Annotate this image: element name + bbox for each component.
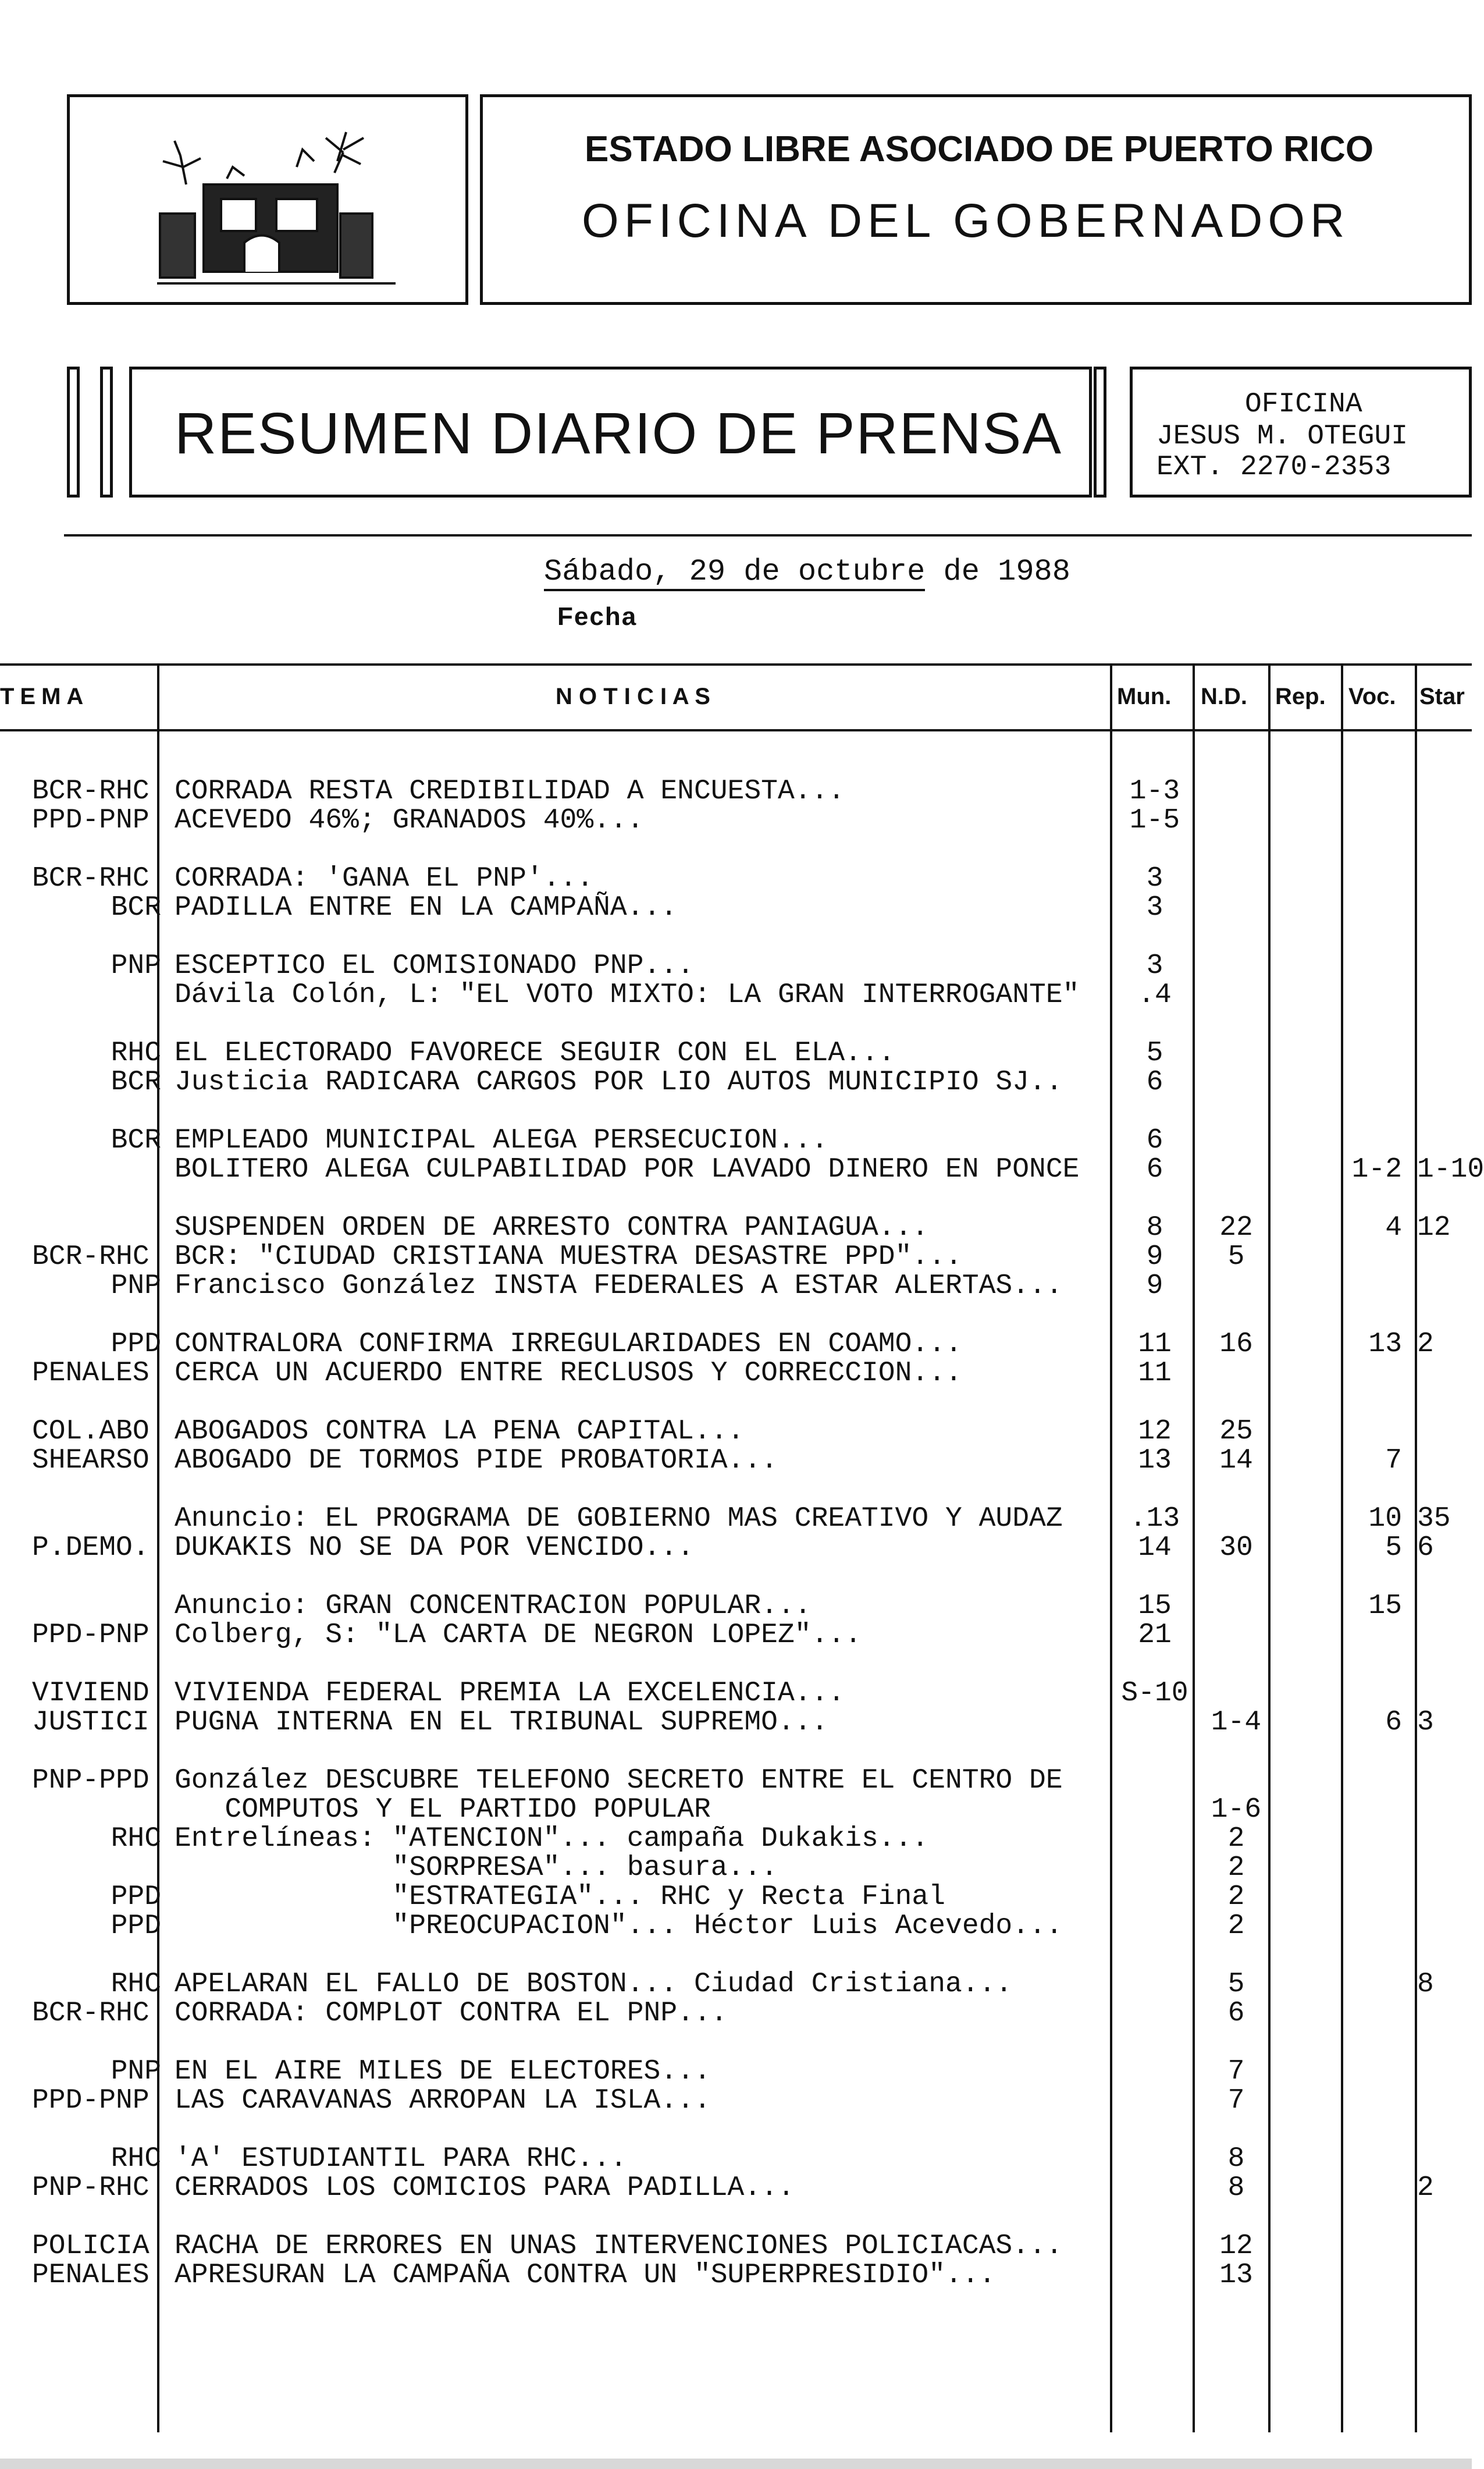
row-mun: S-10 (1121, 1678, 1188, 1709)
row-noticia: 'A' ESTUDIANTIL PARA RHC... (175, 2143, 627, 2175)
header-line2: OFICINA DEL GOBERNADOR (582, 194, 1350, 247)
page-bottom-shadow (0, 2459, 1472, 2469)
row-noticia: "PREOCUPACION"... Héctor Luis Acevedo... (175, 1910, 1063, 1942)
row-mun: 9 (1146, 1270, 1163, 1302)
row-tema: POLICIA (32, 2230, 150, 2262)
col-header-tema: TEMA (0, 684, 90, 709)
row-noticia: Anuncio: EL PROGRAMA DE GOBIERNO MAS CREATIVO Y AUDAZ (175, 1503, 1063, 1534)
row-noticia: CORRADA RESTA CREDIBILIDAD A ENCUESTA... (175, 776, 845, 807)
row-noticia: Entrelíneas: "ATENCION"... campaña Dukakis... (175, 1823, 929, 1855)
row-nd: 7 (1227, 2085, 1245, 2116)
row-mun: 5 (1146, 1038, 1163, 1069)
row-noticia: González DESCUBRE TELEFONO SECRETO ENTRE EL CENTRO DE (175, 1765, 1063, 1796)
row-mun: 6 (1146, 1125, 1163, 1156)
row-tema: PPD-PNP (32, 1619, 150, 1651)
row-tema: BCR (111, 1125, 161, 1156)
row-noticia: EMPLEADO MUNICIPAL ALEGA PERSECUCION... (175, 1125, 828, 1156)
col-header-mun: Mun. (1117, 684, 1172, 709)
row-noticia: ABOGADOS CONTRA LA PENA CAPITAL... (175, 1416, 745, 1447)
row-tema: BCR (111, 1067, 161, 1098)
row-nd: 22 (1219, 1212, 1253, 1244)
row-nd: 25 (1219, 1416, 1253, 1447)
header-line1: ESTADO LIBRE ASOCIADO DE PUERTO RICO (585, 129, 1374, 169)
row-noticia: PUGNA INTERNA EN EL TRIBUNAL SUPREMO... (175, 1707, 828, 1738)
row-mun: 3 (1146, 892, 1163, 923)
row-mun: 8 (1146, 1212, 1163, 1244)
bar-right-1 (1094, 367, 1106, 498)
col-header-noticias: N O T I C I A S (556, 684, 710, 709)
row-nd: 2 (1227, 1852, 1245, 1884)
row-noticia: SUSPENDEN ORDEN DE ARRESTO CONTRA PANIAGUA... (175, 1212, 929, 1244)
row-nd: 1-4 (1211, 1707, 1262, 1738)
row-nd: 14 (1219, 1445, 1253, 1476)
row-mun: 13 (1138, 1445, 1172, 1476)
row-noticia: APELARAN EL FALLO DE BOSTON... Ciudad Cristiana... (175, 1969, 1013, 2000)
row-tema: PNP-PPD (32, 1765, 150, 1796)
row-noticia: Colberg, S: "LA CARTA DE NEGRON LOPEZ"... (175, 1619, 862, 1651)
col-line-voc (1341, 663, 1343, 2432)
row-nd: 16 (1219, 1328, 1253, 1360)
row-noticia: EL ELECTORADO FAVORECE SEGUIR CON EL ELA... (175, 1038, 895, 1069)
row-noticia: "SORPRESA"... basura... (175, 1852, 778, 1884)
row-tema: JUSTICI (32, 1707, 150, 1738)
row-nd: 12 (1219, 2230, 1253, 2262)
row-nd: 2 (1227, 1823, 1245, 1855)
row-tema: BCR-RHC (32, 1241, 150, 1273)
row-star: 6 (1417, 1532, 1434, 1564)
row-tema: SHEARSO (32, 1445, 150, 1476)
row-voc: 5 (1385, 1532, 1402, 1564)
row-voc: 15 (1368, 1590, 1402, 1622)
fortaleza-illustration-icon (70, 97, 465, 302)
row-noticia: CONTRALORA CONFIRMA IRREGULARIDADES EN COAMO... (175, 1328, 962, 1360)
row-noticia: Anuncio: GRAN CONCENTRACION POPULAR... (175, 1590, 812, 1622)
row-star: 35 (1417, 1503, 1451, 1534)
row-noticia: BCR: "CIUDAD CRISTIANA MUESTRA DESASTRE PPD"... (175, 1241, 962, 1273)
row-tema: PPD-PNP (32, 805, 150, 836)
row-voc: 10 (1368, 1503, 1402, 1534)
row-star: 12 (1417, 1212, 1451, 1244)
row-mun: 3 (1146, 950, 1163, 982)
row-mun: 6 (1146, 1154, 1163, 1185)
bar-left-1 (67, 367, 80, 498)
row-mun: 11 (1138, 1328, 1172, 1360)
row-tema: BCR-RHC (32, 863, 150, 894)
row-noticia: BOLITERO ALEGA CULPABILIDAD POR LAVADO DINERO EN PONCE (175, 1154, 1080, 1185)
row-tema: PNP (111, 2056, 161, 2087)
row-tema: PNP (111, 950, 161, 982)
row-noticia: CORRADA: COMPLOT CONTRA EL PNP... (175, 1998, 728, 2029)
row-tema: PNP-RHC (32, 2172, 150, 2204)
row-tema: PNP (111, 1270, 161, 1302)
date-text (544, 556, 1070, 588)
row-noticia: ESCEPTICO EL COMISIONADO PNP... (175, 950, 694, 982)
col-header-rep: Rep. (1275, 684, 1326, 709)
row-voc: 4 (1385, 1212, 1402, 1244)
row-noticia: Justicia RADICARA CARGOS POR LIO AUTOS MUNICIPIO SJ.. (175, 1067, 1063, 1098)
row-mun: .13 (1129, 1503, 1180, 1534)
row-mun: 9 (1146, 1241, 1163, 1273)
row-nd: 2 (1227, 1910, 1245, 1942)
row-mun: .4 (1138, 979, 1172, 1011)
row-noticia: VIVIENDA FEDERAL PREMIA LA EXCELENCIA... (175, 1678, 845, 1709)
row-noticia: LAS CARAVANAS ARROPAN LA ISLA... (175, 2085, 711, 2116)
page-title: RESUMEN DIARIO DE PRENSA (175, 401, 1063, 466)
col-line-mun (1110, 663, 1112, 2432)
row-tema: BCR-RHC (32, 776, 150, 807)
row-star: 1-10 (1417, 1154, 1484, 1185)
row-tema: PPD (111, 1328, 161, 1360)
table-header-line (0, 729, 1472, 731)
row-tema: RHC (111, 1969, 161, 2000)
row-tema: PENALES (32, 1358, 150, 1389)
row-noticia: CERRADOS LOS COMICIOS PARA PADILLA... (175, 2172, 795, 2204)
col-line-rep (1268, 663, 1271, 2432)
row-tema: PPD (111, 1910, 161, 1942)
row-tema: RHC (111, 1823, 161, 1855)
seal-box (67, 94, 468, 305)
row-voc: 6 (1385, 1707, 1402, 1738)
row-tema: BCR (111, 892, 161, 923)
row-nd: 1-6 (1211, 1794, 1262, 1825)
row-noticia: ABOGADO DE TORMOS PIDE PROBATORIA... (175, 1445, 778, 1476)
table-top-line (0, 663, 1472, 666)
row-star: 2 (1417, 1328, 1434, 1360)
row-noticia: ACEVEDO 46%; GRANADOS 40%... (175, 805, 644, 836)
row-noticia: Dávila Colón, L: "EL VOTO MIXTO: LA GRAN INTERROGANTE" (175, 979, 1080, 1011)
row-nd: 13 (1219, 2260, 1253, 2291)
row-nd: 7 (1227, 2056, 1245, 2087)
row-voc: 7 (1385, 1445, 1402, 1476)
row-nd: 8 (1227, 2143, 1245, 2175)
row-noticia: COMPUTOS Y EL PARTIDO POPULAR (175, 1794, 711, 1825)
col-header-star: Star (1419, 684, 1465, 709)
date-label: Fecha (557, 602, 638, 631)
row-tema: BCR-RHC (32, 1998, 150, 2029)
row-star: 8 (1417, 1969, 1434, 2000)
row-noticia: EN EL AIRE MILES DE ELECTORES... (175, 2056, 711, 2087)
col-header-nd: N.D. (1201, 684, 1247, 709)
row-mun: 15 (1138, 1590, 1172, 1622)
row-tema: COL.ABO (32, 1416, 150, 1447)
row-nd: 30 (1219, 1532, 1253, 1564)
col-header-voc: Voc. (1348, 684, 1396, 709)
row-noticia: CORRADA: 'GANA EL PNP'... (175, 863, 594, 894)
divider (64, 534, 1472, 537)
row-nd: 2 (1227, 1881, 1245, 1913)
row-voc: 13 (1368, 1328, 1402, 1360)
row-mun: 1-3 (1129, 776, 1180, 807)
row-nd: 5 (1227, 1241, 1245, 1273)
office-line2: JESUS M. OTEGUI (1156, 421, 1408, 452)
row-tema: PPD-PNP (32, 2085, 150, 2116)
row-noticia: DUKAKIS NO SE DA POR VENCIDO... (175, 1532, 694, 1564)
col-line-nd (1193, 663, 1195, 2432)
date-value: Sábado, 29 de octubre (544, 555, 925, 591)
row-tema: PENALES (32, 2260, 150, 2291)
row-star: 2 (1417, 2172, 1434, 2204)
row-mun: 1-5 (1129, 805, 1180, 836)
row-nd: 6 (1227, 1998, 1245, 2029)
row-voc: 1-2 (1351, 1154, 1402, 1185)
office-line1: OFICINA (1245, 389, 1362, 420)
row-tema: VIVIEND (32, 1678, 150, 1709)
row-star: 3 (1417, 1707, 1434, 1738)
row-noticia: APRESURAN LA CAMPAÑA CONTRA UN "SUPERPRESIDIO"... (175, 2260, 996, 2291)
row-noticia: PADILLA ENTRE EN LA CAMPAÑA... (175, 892, 678, 923)
row-noticia: Francisco González INSTA FEDERALES A ESTAR ALERTAS... (175, 1270, 1063, 1302)
row-mun: 14 (1138, 1532, 1172, 1564)
row-noticia: RACHA DE ERRORES EN UNAS INTERVENCIONES POLICIACAS... (175, 2230, 1063, 2262)
bar-left-2 (100, 367, 113, 498)
row-noticia: CERCA UN ACUERDO ENTRE RECLUSOS Y CORRECCION... (175, 1358, 962, 1389)
row-mun: 21 (1138, 1619, 1172, 1651)
office-line3: EXT. 2270-2353 (1156, 452, 1392, 483)
row-tema: PPD (111, 1881, 161, 1913)
row-mun: 3 (1146, 863, 1163, 894)
row-nd: 5 (1227, 1969, 1245, 2000)
row-mun: 6 (1146, 1067, 1163, 1098)
row-tema: P.DEMO. (32, 1532, 150, 1564)
row-tema: RHC (111, 1038, 161, 1069)
date-year: de 1988 (925, 555, 1070, 589)
row-nd: 8 (1227, 2172, 1245, 2204)
row-mun: 12 (1138, 1416, 1172, 1447)
row-mun: 11 (1138, 1358, 1172, 1389)
row-noticia: "ESTRATEGIA"... RHC y Recta Final (175, 1881, 946, 1913)
row-tema: RHC (111, 2143, 161, 2175)
